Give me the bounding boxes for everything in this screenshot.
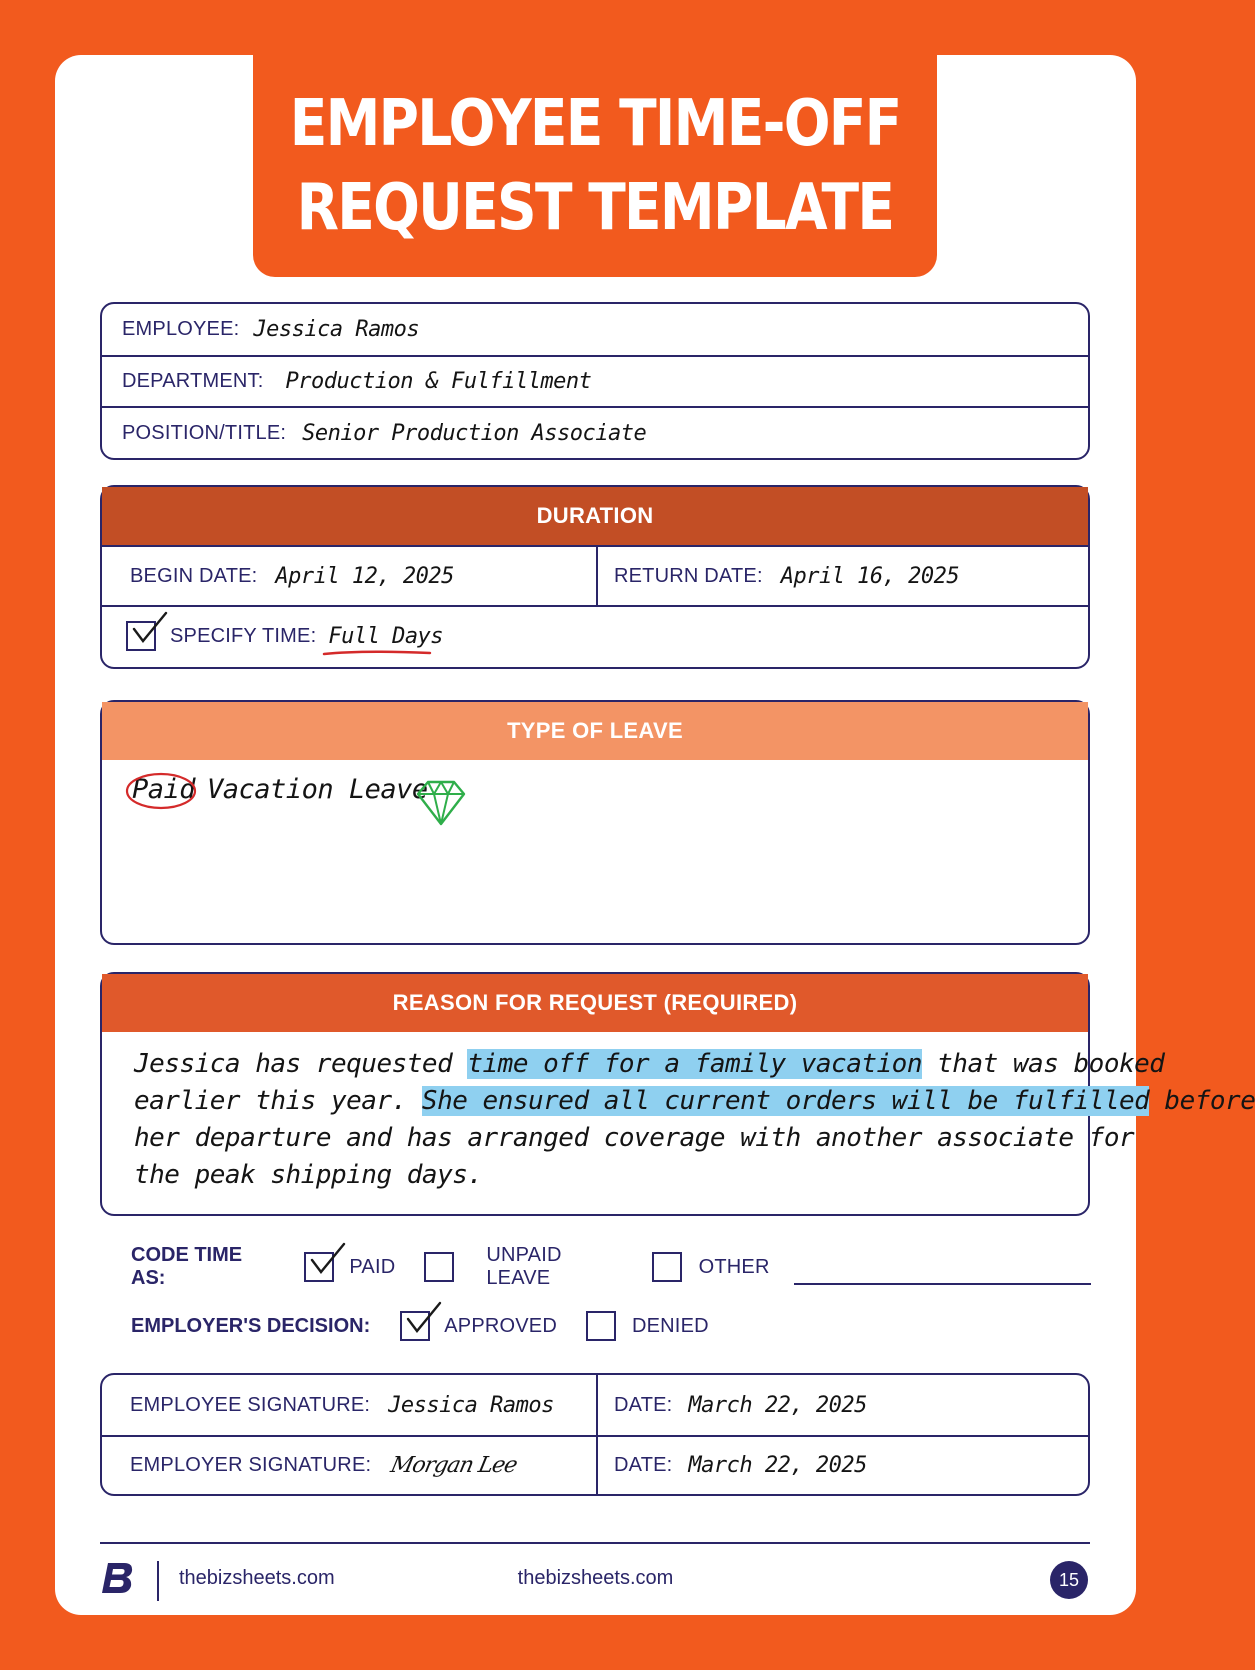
reason-l2a: earlier this year. (134, 1086, 422, 1116)
leave-type-value[interactable]: Vacation Leave (207, 774, 428, 805)
employer-signature-cell (102, 1437, 596, 1494)
employer-signature-label: EMPLOYER SIGNATURE: (130, 1454, 372, 1476)
reason-line-2 (134, 1083, 1255, 1120)
reason-l1c: that was booked (921, 1049, 1165, 1079)
denied-checkbox[interactable] (586, 1311, 616, 1341)
return-date-cell (596, 547, 1088, 605)
date1-label: DATE: (614, 1393, 673, 1416)
leave-paid-word[interactable]: Paid (132, 774, 196, 805)
begin-date-label: BEGIN DATE: (130, 564, 258, 587)
decision-label: EMPLOYER'S DECISION: (131, 1314, 371, 1337)
position-row (102, 406, 1088, 458)
code-other-label: OTHER (698, 1255, 770, 1278)
approved-label: APPROVED (444, 1314, 557, 1337)
employee-label: EMPLOYEE: (122, 318, 240, 340)
checkmark-icon (308, 1242, 348, 1282)
type-of-leave-box (100, 700, 1090, 945)
department-value[interactable]: Production & Fulfillment (285, 369, 592, 394)
reason-l2c: before (1149, 1086, 1255, 1116)
reason-line-3: her departure and has arranged coverage with another associate for (134, 1123, 1135, 1153)
position-value[interactable]: Senior Production Associate (302, 420, 647, 446)
specify-time-row (102, 605, 1088, 665)
return-date-value[interactable]: April 16, 2025 (780, 563, 960, 589)
code-paid-label: PAID (349, 1255, 396, 1278)
reason-header: REASON FOR REQUEST (REQUIRED) (102, 974, 1088, 1032)
code-time-row (131, 1244, 1091, 1289)
employee-info-box (100, 302, 1090, 460)
date2-cell (596, 1437, 1088, 1494)
title-line-2: REQUEST TEMPLATE (296, 171, 894, 245)
other-fill-line[interactable] (794, 1263, 1091, 1285)
return-date-label: RETURN DATE: (614, 564, 763, 587)
red-circle-icon (124, 770, 200, 812)
footer-divider (100, 1542, 1090, 1544)
date2-label: DATE: (614, 1454, 673, 1476)
type-of-leave-body (102, 760, 1088, 943)
specify-time-label: SPECIFY TIME: (170, 624, 317, 647)
reason-highlight-1: time off for a family vacation (467, 1049, 922, 1079)
reason-highlight-2: She ensured all current orders will be fulfilled (421, 1086, 1150, 1116)
begin-date-cell (102, 547, 596, 605)
diamond-icon (414, 776, 468, 830)
employee-signature-value[interactable]: Jessica Ramos (388, 1392, 554, 1418)
specify-time-value-wrap (328, 624, 443, 649)
department-row (102, 355, 1088, 406)
reason-line-4: the peak shipping days. (134, 1160, 483, 1190)
employee-row (102, 304, 1088, 355)
date1-value[interactable]: March 22, 2025 (688, 1392, 867, 1418)
decision-row (131, 1308, 709, 1344)
date2-value[interactable]: March 22, 2025 (688, 1453, 867, 1478)
checkmark-icon (404, 1301, 444, 1341)
reason-l1a: Jessica has requested (134, 1049, 468, 1079)
title-line-1: EMPLOYEE TIME-OFF (289, 87, 901, 161)
footer-center-link[interactable]: thebizsheets.com (517, 1567, 674, 1589)
begin-date-value[interactable]: April 12, 2025 (275, 563, 454, 589)
duration-box (100, 485, 1090, 669)
reason-line-1 (134, 1046, 1165, 1083)
code-unpaid-checkbox[interactable] (424, 1252, 454, 1282)
reason-box (100, 972, 1255, 1216)
leave-type-line (128, 774, 428, 805)
code-unpaid-label: UNPAID LEAVE (486, 1244, 562, 1289)
employee-value[interactable]: Jessica Ramos (253, 317, 420, 342)
employer-signature-value[interactable]: Morgan Lee (388, 1453, 520, 1478)
duration-dates-row (102, 545, 1088, 605)
paid-circled (128, 774, 199, 805)
code-time-label: CODE TIME AS: (131, 1244, 243, 1289)
red-underline-icon (322, 648, 432, 658)
duration-header: DURATION (102, 487, 1088, 545)
code-other-checkbox[interactable] (652, 1252, 682, 1282)
employee-signature-row (102, 1375, 1088, 1435)
signatures-box (100, 1373, 1090, 1496)
specify-time-checkbox[interactable] (126, 621, 156, 651)
type-of-leave-header: TYPE OF LEAVE (102, 702, 1088, 760)
employer-signature-row (102, 1435, 1088, 1494)
footer-logo-divider (157, 1561, 159, 1601)
date1-cell (596, 1375, 1088, 1435)
specify-time-value[interactable]: Full Days (328, 623, 444, 649)
title-banner (253, 55, 937, 277)
employee-signature-label: EMPLOYEE SIGNATURE: (130, 1393, 371, 1416)
bizsheets-logo-icon (100, 1561, 136, 1595)
footer-left-link[interactable]: thebizsheets.com (179, 1567, 335, 1589)
checkmark-icon (130, 611, 170, 651)
denied-label: DENIED (631, 1314, 709, 1337)
reason-text[interactable] (102, 1032, 1255, 1194)
employee-signature-cell (102, 1375, 596, 1435)
page-number-badge: 15 (1050, 1561, 1088, 1599)
approved-checkbox[interactable] (400, 1311, 430, 1341)
code-paid-checkbox[interactable] (304, 1252, 334, 1282)
department-label: DEPARTMENT: (122, 370, 264, 392)
position-label: POSITION/TITLE: (122, 421, 287, 444)
